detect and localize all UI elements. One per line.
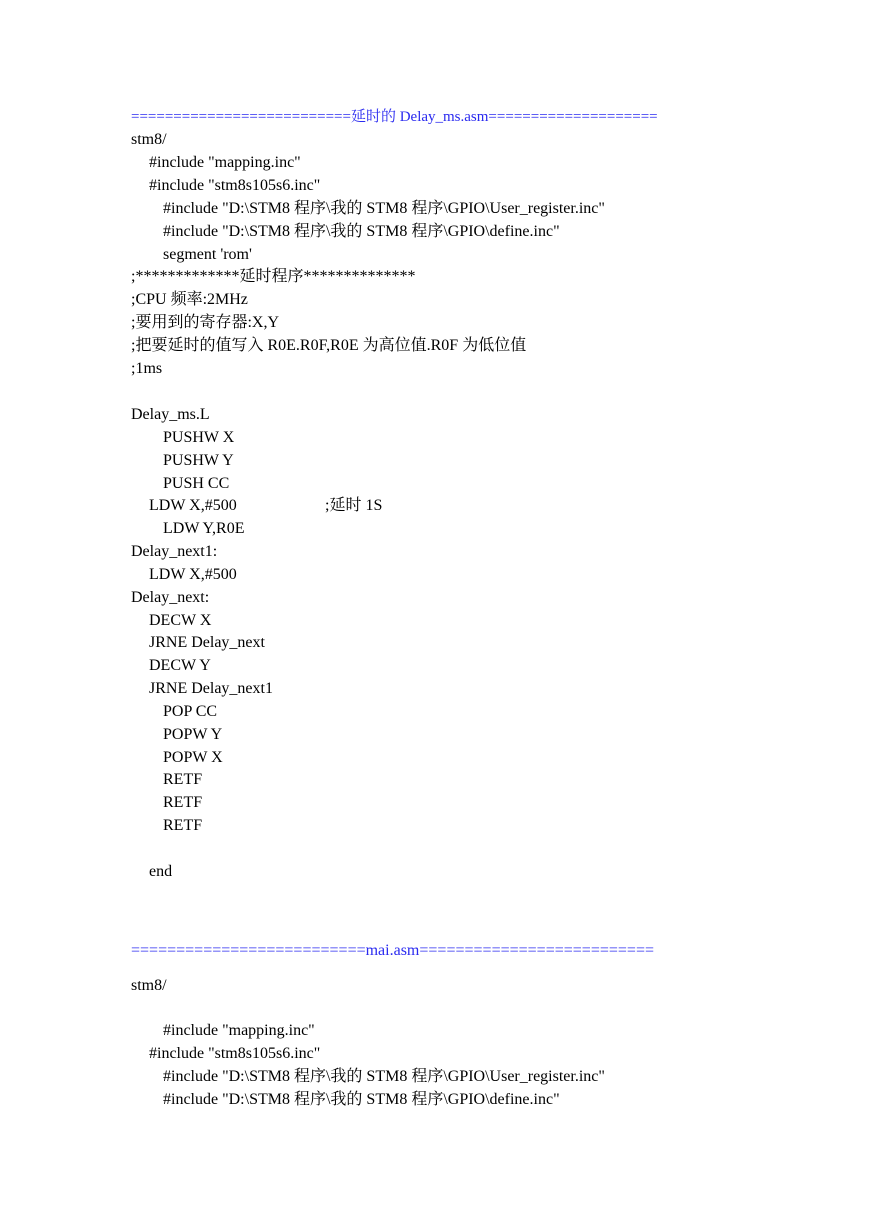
comment-line: ;把要延时的值写入 R0E.R0F,R0E 为高位值.R0F 为低位值 xyxy=(131,337,527,354)
code-line: POPW X xyxy=(163,749,223,766)
section2-separator-left: ========================== xyxy=(131,942,366,959)
code-line: LDW X,#500 xyxy=(149,497,237,514)
section1-title: ==延时的 Delay_ms.asm=== xyxy=(334,109,514,125)
code-line: RETF xyxy=(163,771,203,788)
code-line: segment 'rom' xyxy=(163,246,252,263)
comment-line: ;要用到的寄存器:X,Y xyxy=(131,314,280,331)
code-line: end xyxy=(149,863,173,880)
code-label: Delay_ms.L xyxy=(131,406,210,423)
code-line: LDW X,#500 xyxy=(149,566,237,583)
code-line: #include "D:\STM8 程序\我的 STM8 程序\GPIO\User_register.inc" xyxy=(163,200,605,217)
section1-header xyxy=(131,107,658,127)
code-line: JRNE Delay_next xyxy=(149,634,265,651)
code-line: PUSH CC xyxy=(163,475,230,492)
code-line: #include "stm8s105s6.inc" xyxy=(149,1045,321,1062)
code-line: #include "D:\STM8 程序\我的 STM8 程序\GPIO\define.inc" xyxy=(163,1091,560,1108)
section2-separator-right: ========================== xyxy=(419,942,654,959)
inline-comment: ;延时 1S xyxy=(325,497,383,514)
section1-separator-right: ================= xyxy=(513,109,658,125)
comment-line: ;*************延时程序************** xyxy=(131,268,416,285)
comment-line: ;1ms xyxy=(131,360,163,377)
code-line: stm8/ xyxy=(131,131,167,148)
code-label: Delay_next1: xyxy=(131,543,218,560)
comment-line: ;CPU 频率:2MHz xyxy=(131,291,248,308)
code-line: DECW X xyxy=(149,612,212,629)
code-line: #include "mapping.inc" xyxy=(149,154,301,171)
code-line: PUSHW X xyxy=(163,429,235,446)
code-line: RETF xyxy=(163,794,203,811)
code-line: RETF xyxy=(163,817,203,834)
code-line: #include "mapping.inc" xyxy=(163,1022,315,1039)
code-line: PUSHW Y xyxy=(163,452,234,469)
code-line: #include "D:\STM8 程序\我的 STM8 程序\GPIO\define.inc" xyxy=(163,223,560,240)
code-line: stm8/ xyxy=(131,977,167,994)
code-line: POPW Y xyxy=(163,726,223,743)
code-line: LDW Y,R0E xyxy=(163,520,245,537)
code-line: DECW Y xyxy=(149,657,211,674)
section2-header xyxy=(131,941,654,961)
section1-separator-left: ======================== xyxy=(131,109,335,125)
section2-title: mai.asm xyxy=(365,942,420,959)
code-line: JRNE Delay_next1 xyxy=(149,680,273,697)
code-label: Delay_next: xyxy=(131,589,210,606)
code-line: POP CC xyxy=(163,703,218,720)
code-line: #include "D:\STM8 程序\我的 STM8 程序\GPIO\User_register.inc" xyxy=(163,1068,605,1085)
code-line: #include "stm8s105s6.inc" xyxy=(149,177,321,194)
